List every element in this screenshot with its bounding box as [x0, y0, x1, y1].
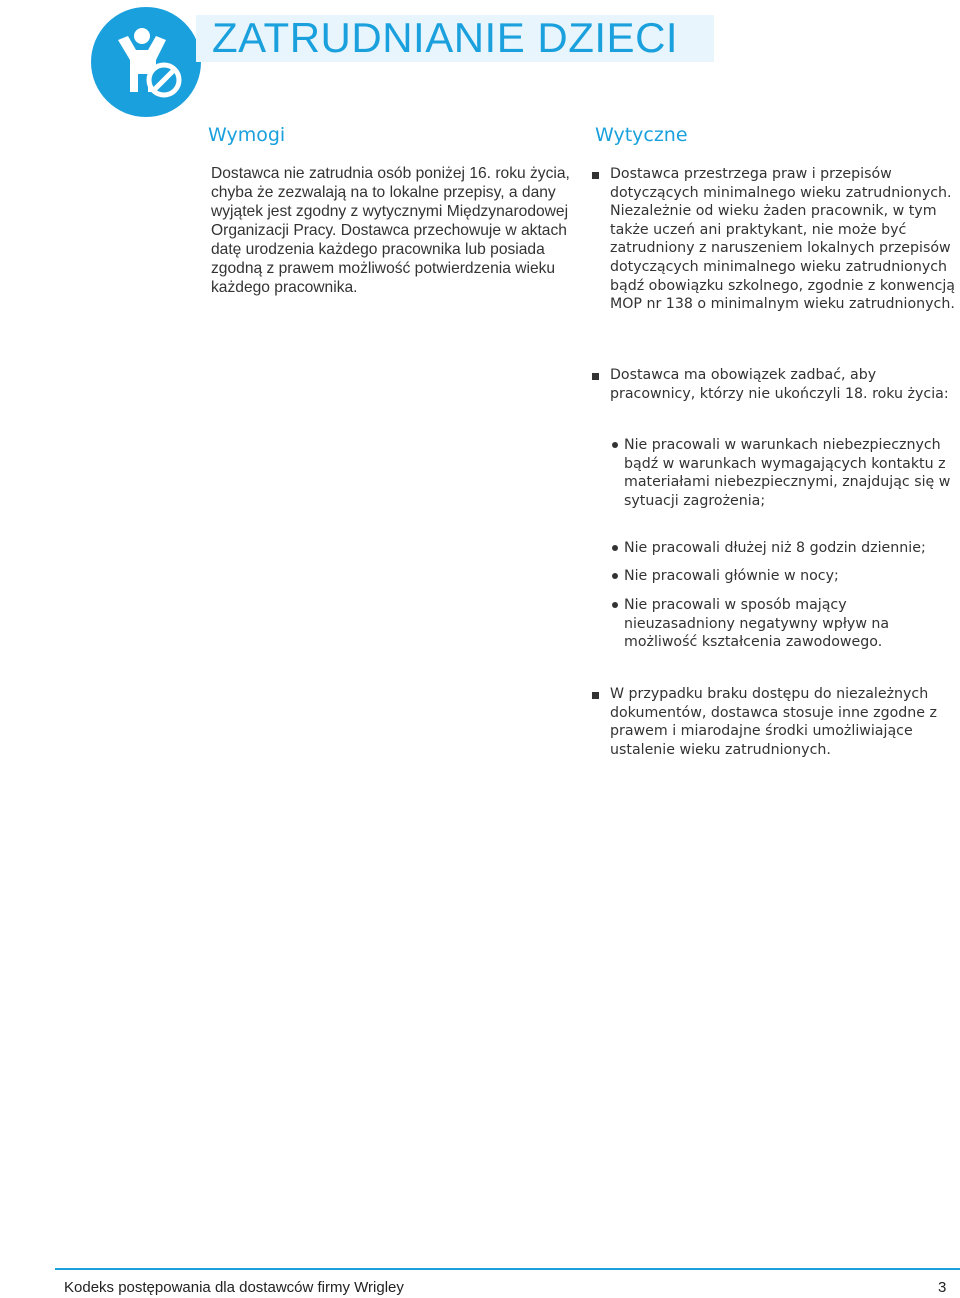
subitem-text: Nie pracowali w warunkach niebezpiecznych bądź w warunkach wymagających kontaktu z materiałami niebezpiecznymi, znajdując się w sytuacji zagrożenia;: [624, 437, 951, 509]
guideline-text: Dostawca ma obowiązek zadbać, aby pracownicy, którzy nie ukończyli 18. roku życia:: [610, 367, 949, 402]
subitem-text: Nie pracowali głównie w nocy;: [624, 568, 839, 584]
guideline-item: [592, 165, 960, 314]
guidelines-heading: Wytyczne: [595, 124, 688, 146]
page-title: ZATRUDNIANIE DZIECI: [212, 14, 679, 61]
page-number: 3: [938, 1279, 947, 1296]
guideline-subitem: [606, 539, 960, 558]
square-bullet-icon: [592, 373, 599, 380]
footer-title: Kodeks postępowania dla dostawców firmy Wrigley: [64, 1279, 404, 1296]
guideline-item: [592, 366, 960, 403]
requirements-heading: Wymogi: [208, 124, 286, 146]
subitem-text: Nie pracowali w sposób mający nieuzasadniony negatywny wpływ na możliwość kształcenia zawodowego.: [624, 597, 890, 651]
guideline-text: Dostawca przestrzega praw i przepisów dotyczących minimalnego wieku zatrudnionych. Niezależnie od wieku żaden pracownik, w tym także uczeń ani praktykant, nie może być zatrudniony z naruszeniem lokalnych przepisów dotyczących minimalnego wieku zatrudnionych bądź obowiązku szkolnego, zgodnie z konwencją MOP nr 138 o minimalnym wieku zatrudnionych.: [610, 166, 956, 313]
guideline-text: W przypadku braku dostępu do niezależnych dokumentów, dostawca stosuje inne zgodne z prawem i miarodajne środki umożliwiające ustalenie wieku zatrudnionych.: [610, 686, 937, 758]
subitem-text: Nie pracowali dłużej niż 8 godzin dziennie;: [624, 540, 926, 556]
guideline-subitem: [606, 596, 960, 652]
guideline-subitem: [606, 567, 960, 586]
round-bullet-icon: [612, 602, 618, 608]
round-bullet-icon: [612, 545, 618, 551]
guideline-item: [592, 685, 960, 759]
round-bullet-icon: [612, 442, 618, 448]
guideline-subitem: [606, 436, 960, 510]
square-bullet-icon: [592, 172, 599, 179]
requirements-text: Dostawca nie zatrudnia osób poniżej 16. roku życia, chyba że zezwalają na to lokalne przepisy, a dany wyjątek jest zgodny z wytycznymi Międzynarodowej Organizacji Pracy. Dostawca przechowuje w aktach datę urodzenia każdego pracownika lub posiada zgodną z prawem możliwość potwierdzenia wieku każdego pracownika.: [211, 165, 570, 296]
child-no-sign-icon: [90, 6, 202, 118]
square-bullet-icon: [592, 692, 599, 699]
round-bullet-icon: [612, 573, 618, 579]
footer-divider: [55, 1268, 960, 1270]
